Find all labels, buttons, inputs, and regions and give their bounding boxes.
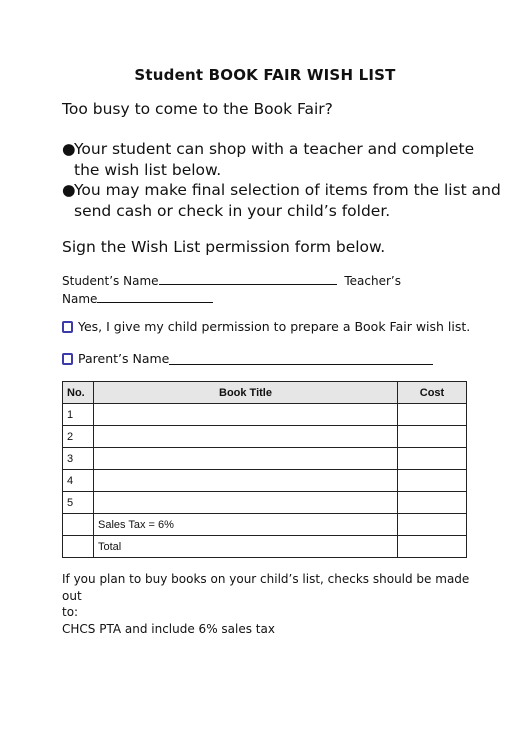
permission-checkbox[interactable]	[62, 321, 73, 333]
column-header-no: No.	[63, 382, 94, 404]
book-title-cell[interactable]	[94, 448, 398, 470]
total-label: Total	[94, 536, 398, 558]
sign-instruction: Sign the Wish List permission form below.	[62, 238, 386, 256]
permission-row	[62, 319, 470, 334]
row-number: 5	[63, 492, 94, 514]
parent-row	[62, 351, 433, 366]
book-table	[62, 381, 467, 558]
table-row	[63, 492, 467, 514]
page-title: Student BOOK FAIR WISH LIST	[134, 66, 396, 84]
intro-text: Too busy to come to the Book Fair?	[62, 100, 333, 118]
table-row	[63, 404, 467, 426]
book-title-cell[interactable]	[94, 426, 398, 448]
permission-label: Yes, I give my child permission to prepare a Book Fair wish list.	[78, 319, 471, 334]
parent-checkbox[interactable]	[62, 353, 73, 365]
bullet-item	[62, 139, 522, 180]
footer-line: to:	[62, 605, 79, 619]
bullet-line: You may make final selection of items from the list and	[74, 181, 501, 199]
empty-cell	[63, 514, 94, 536]
row-number: 2	[63, 426, 94, 448]
table-row	[63, 448, 467, 470]
row-number: 4	[63, 470, 94, 492]
cost-cell[interactable]	[398, 448, 467, 470]
bullet-line: the wish list below.	[74, 160, 222, 179]
teacher-name-label: Name	[62, 292, 98, 306]
row-number: 1	[63, 404, 94, 426]
book-title-cell[interactable]	[94, 492, 398, 514]
cost-cell[interactable]	[398, 470, 467, 492]
parent-name-field[interactable]	[169, 352, 433, 365]
bullet-line: Your student can shop with a teacher and complete	[74, 140, 475, 158]
sales-tax-cost-cell[interactable]	[398, 514, 467, 536]
bullet-icon: ●	[62, 140, 76, 158]
parent-name-label: Parent’s Name	[78, 351, 170, 366]
sales-tax-label: Sales Tax = 6%	[94, 514, 398, 536]
book-title-cell[interactable]	[94, 404, 398, 426]
total-cost-cell[interactable]	[398, 536, 467, 558]
cost-cell[interactable]	[398, 492, 467, 514]
bullet-item	[62, 180, 522, 221]
bullet-line: send cash or check in your child’s folder.	[74, 201, 391, 220]
book-title-cell[interactable]	[94, 470, 398, 492]
student-name-label: Student’s Name	[62, 274, 159, 288]
total-row	[63, 536, 467, 558]
sales-tax-row	[63, 514, 467, 536]
row-number: 3	[63, 448, 94, 470]
cost-cell[interactable]	[398, 426, 467, 448]
column-header-cost: Cost	[398, 382, 467, 404]
column-header-title: Book Title	[94, 382, 398, 404]
table-row	[63, 470, 467, 492]
footer-line: CHCS PTA and include 6% sales tax	[62, 621, 275, 636]
teacher-name-field[interactable]	[97, 290, 213, 303]
table-header-row	[63, 382, 467, 404]
cost-cell[interactable]	[398, 404, 467, 426]
payment-note	[62, 571, 482, 637]
name-fields	[62, 272, 462, 308]
empty-cell	[63, 536, 94, 558]
info-bullets	[62, 139, 522, 221]
footer-line: If you plan to buy books on your child’s list, checks should be made out	[62, 572, 470, 603]
teacher-label: Teacher’s	[344, 274, 401, 288]
student-name-field[interactable]	[159, 272, 337, 285]
table-row	[63, 426, 467, 448]
bullet-icon: ●	[62, 181, 76, 199]
